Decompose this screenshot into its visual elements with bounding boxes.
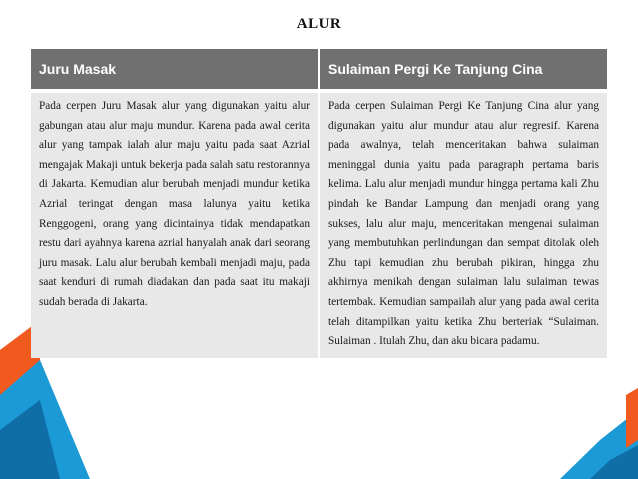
cell-juru-masak: Pada cerpen Juru Masak alur yang digunakan yaitu alur gabungan atau alur maju mundur. Karena pada awal cerita alur yang tampak ialah alur maju yaitu pada saat Azrial mengajak Makaji untuk bekerja pada salah satu restorannya di Jakarta. Kemudian alur berubah menjadi mundur ketika Azrial teringat dengan masa lalunya yaitu ketika Renggogeni, orang yang dicintainya tidak mendapatkan restu dari ayahnya karena azrial hanyalah anak dari seorang juru masak. Lalu alur berubah kembali menjadi maju, pada saat kenduri di rumah diadakan dan pada saat itu makaji sudah berada di Jakarta. — [31, 93, 319, 358]
header-sulaiman: Sulaiman Pergi Ke Tanjung Cina — [319, 49, 607, 89]
slide-title: ALUR — [296, 16, 342, 32]
table-row — [31, 93, 607, 358]
alur-table — [31, 49, 607, 358]
table-header-row — [31, 49, 607, 89]
header-juru-masak: Juru Masak — [31, 49, 319, 89]
cell-sulaiman: Pada cerpen Sulaiman Pergi Ke Tanjung Cina alur yang digunakan yaitu alur mundur atau alur regresif. Karena pada awalnya, telah menceritakan bahwa sulaiman meninggal dunia yaitu pada paragraph pertama baris kelima. Lalu alur menjadi mundur hingga pertama kali Zhu pindah ke Bandar Lampung dan menjadi orang yang sukses, lalu alur maju, menceritakan mengenai sulaiman yang membutuhkan perlindungan dan sempat ditolak oleh Zhu tapi kemudian zhu berubah pikiran, hingga zhu akhirnya menikah dengan sulaiman lalu sulaiman tewas tertembak. Kemudian sampailah alur yang pada awal cerita telah ditampilkan yaitu ketika Zhu berteriak “Sulaiman. Sulaiman . Itulah Zhu, dan aku bicara padamu. — [319, 93, 607, 358]
